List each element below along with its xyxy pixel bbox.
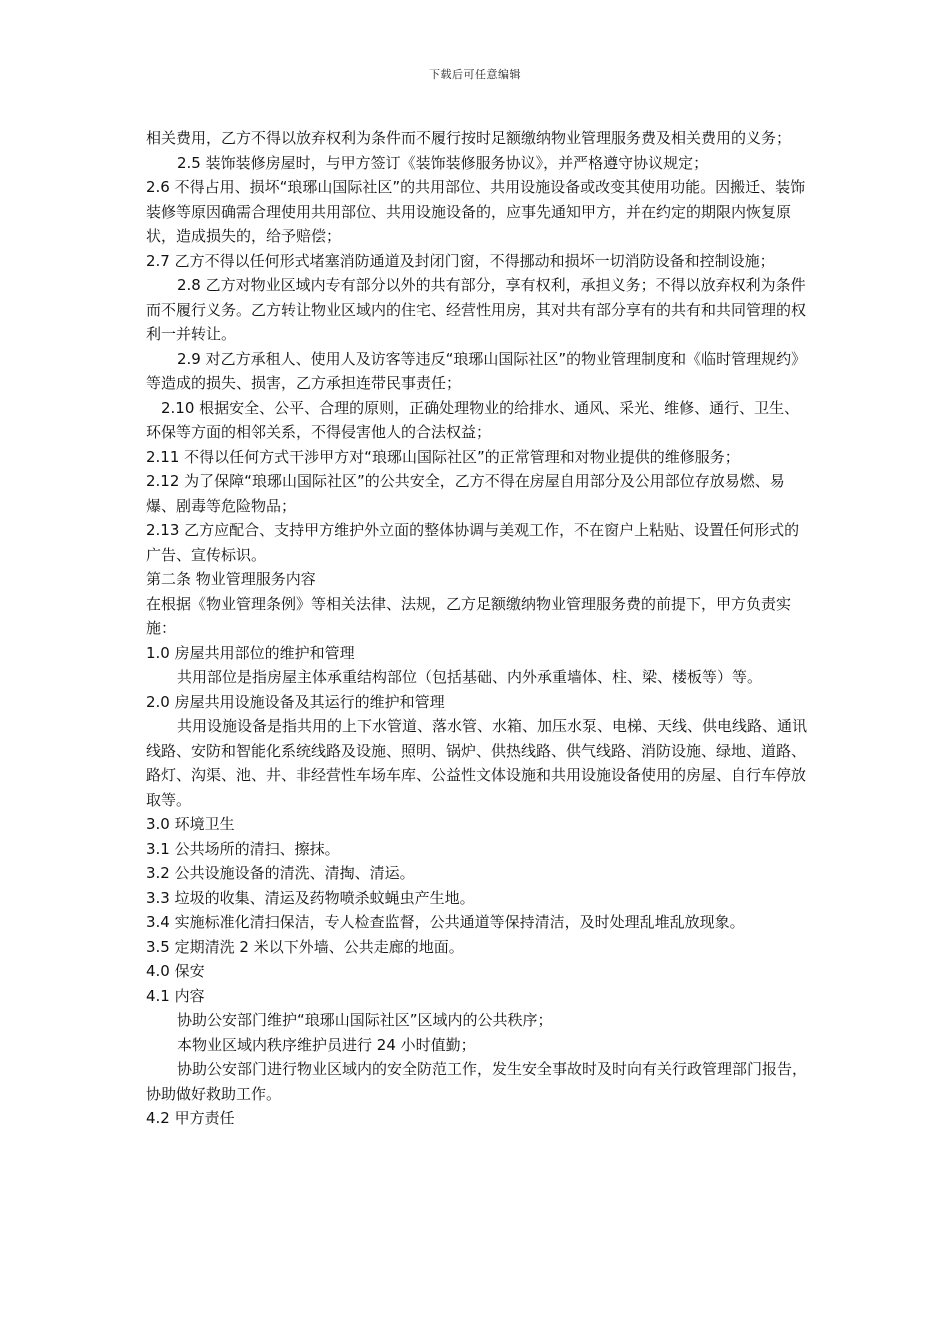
- item-4-1-line-2: 本物业区域内秩序维护员进行 24 小时值勤；: [177, 1035, 476, 1054]
- clause-2-5: 2.5 装饰装修房屋时，与甲方签订《装饰装修服务协议》，并严格遵守协议规定；: [177, 153, 709, 172]
- paragraph-intro: 在根据《物业管理条例》等相关法律、法规，乙方足额缴纳物业管理服务费的前提下，甲方负责实施：: [146, 594, 792, 637]
- item-3-0-heading: 3.0 环境卫生: [146, 815, 235, 833]
- clause-2-11: 2.11 不得以任何方式干涉甲方对“琅琊山国际社区”的正常管理和对物业提供的维修服务；: [146, 447, 740, 466]
- paragraph-fee-obligation: 相关费用，乙方不得以放弃权利为条件而不履行按时足额缴纳物业管理服务费及相关费用的义务；: [146, 129, 792, 147]
- item-4-2-heading: 4.2 甲方责任: [146, 1109, 235, 1127]
- item-4-1-heading: 4.1 内容: [146, 986, 205, 1005]
- item-3-1: 3.1 公共场所的清扫、擦抹。: [146, 839, 340, 858]
- page-header-note: 下载后可任意编辑: [429, 68, 521, 81]
- clause-2-8: 2.8 乙方对物业区域内专有部分以外的共有部分，享有权利，承担义务；不得以放弃权利为条件而不履行义务。乙方转让物业区域内的住宅、经营性用房，其对共有部分享有的共有和共同管理的权利一并转让。: [146, 276, 807, 343]
- clause-2-9: 2.9 对乙方承租人、使用人及访客等违反“琅琊山国际社区”的物业管理制度和《临时管理规约》等造成的损失、损害，乙方承担连带民事责任；: [146, 349, 807, 392]
- item-2-0-heading: 2.0 房屋共用设施设备及其运行的维护和管理: [146, 692, 445, 711]
- item-3-4: 3.4 实施标准化清扫保洁，专人检查监督，公共通道等保持清洁，及时处理乱堆乱放现象。: [146, 913, 745, 931]
- clause-2-6: 2.6 不得占用、损坏“琅琊山国际社区”的共用部位、共用设施设备或改变其使用功能。因搬迁、装饰装修等原因确需合理使用共用部位、共用设施设备的，应事先通知甲方，并在约定的期限内恢复原状，造成损失的，给予赔偿；: [146, 178, 806, 245]
- document-body: [146, 126, 814, 1131]
- item-3-2: 3.2 公共设施设备的清洗、清掏、清运。: [146, 864, 415, 882]
- clause-2-12: 2.12 为了保障“琅琊山国际社区”的公共安全，乙方不得在房屋自用部分及公用部位存放易燃、易爆、剧毒等危险物品；: [146, 472, 785, 515]
- item-4-0-heading: 4.0 保安: [146, 962, 205, 980]
- item-4-1-line-1: 协助公安部门维护“琅琊山国际社区”区域内的公共秩序；: [177, 1011, 553, 1029]
- clause-2-7: 2.7 乙方不得以任何形式堵塞消防通道及封闭门窗，不得挪动和损坏一切消防设备和控制设施；: [146, 251, 775, 270]
- item-1-0-body: 共用部位是指房屋主体承重结构部位（包括基础、内外承重墙体、柱、梁、楼板等）等。: [177, 668, 763, 686]
- section-heading-article-2: 第二条 物业管理服务内容: [146, 570, 316, 588]
- item-1-0-heading: 1.0 房屋共用部位的维护和管理: [146, 643, 355, 662]
- item-4-1-line-3: 协助公安部门进行物业区域内的安全防范工作，发生安全事故时及时向有关行政管理部门报告，协助做好救助工作。: [146, 1060, 808, 1103]
- item-3-5: 3.5 定期清洗 2 米以下外墙、公共走廊的地面。: [146, 937, 464, 956]
- item-3-3: 3.3 垃圾的收集、清运及药物喷杀蚊蝇虫产生地。: [146, 888, 475, 907]
- item-2-0-body: 共用设施设备是指共用的上下水管道、落水管、水箱、加压水泵、电梯、天线、供电线路、通讯线路、安防和智能化系统线路及设施、照明、锅炉、供热线路、供气线路、消防设施、绿地、道路、路灯、沟渠、池、井、非经营性车场车库、公益性文体设施和共用设施设备使用的房屋、自行车停放取等。: [146, 717, 808, 809]
- clause-2-10: 2.10 根据安全、公平、合理的原则，正确处理物业的给排水、通风、采光、维修、通行、卫生、环保等方面的相邻关系，不得侵害他人的合法权益；: [146, 398, 800, 441]
- clause-2-13: 2.13 乙方应配合、支持甲方维护外立面的整体协调与美观工作，不在窗户上粘贴、设置任何形式的广告、宣传标识。: [146, 521, 800, 564]
